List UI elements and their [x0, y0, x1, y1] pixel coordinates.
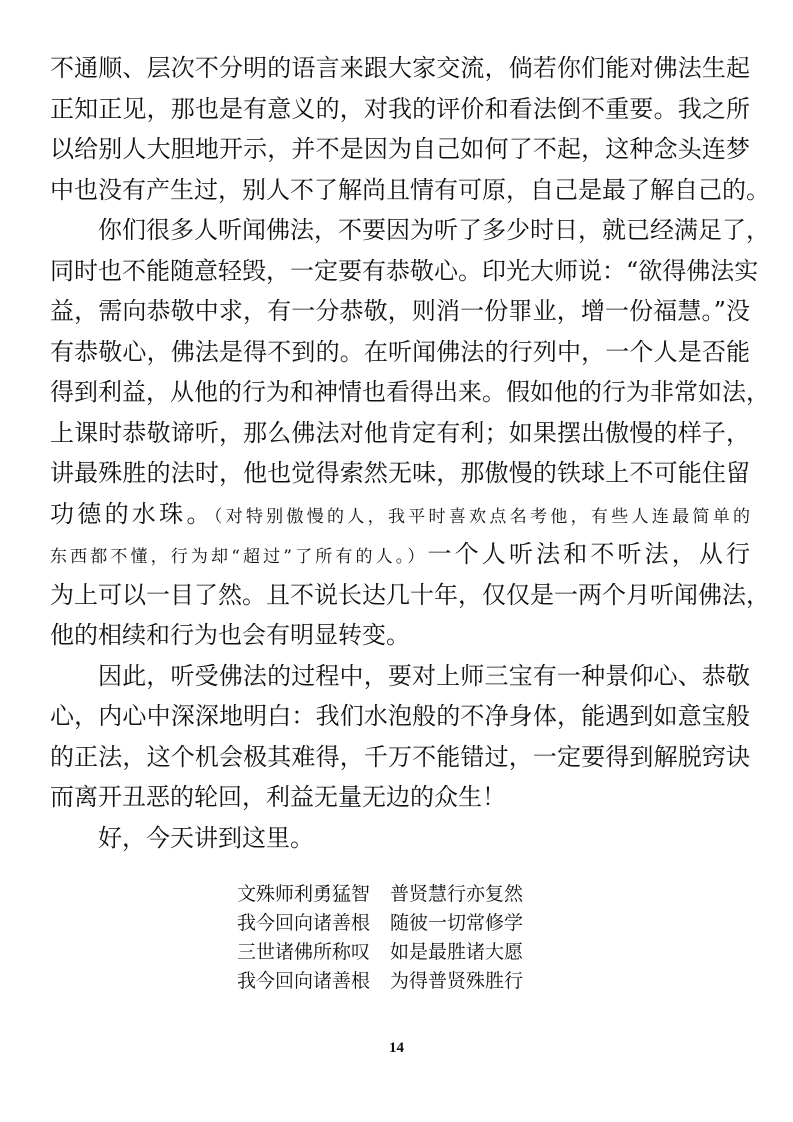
page-number: 14: [389, 1040, 404, 1056]
verse-left: 三世诸佛所称叹: [237, 941, 371, 963]
text-line: 上课时恭敬谛听，那么佛法对他肯定有利；如果摆出傲慢的样子，: [50, 418, 750, 447]
verse-right: 随彼一切常修学: [390, 912, 524, 934]
text-line: 有恭敬心，佛法是得不到的。在听闻佛法的行列中，一个人是否能: [50, 337, 750, 366]
document-body: [50, 48, 770, 858]
paragraph-start: 因此，听受佛法的过程中，要对上师三宝有一种景仰心、恭敬: [98, 661, 750, 690]
text-line: 的正法，这个机会极其难得，千万不能错过，一定要得到解脱窍诀: [50, 742, 750, 771]
text-line: 正知正见，那也是有意义的，对我的评价和看法倒不重要。我之所: [50, 94, 750, 123]
text-line: 心，内心中深深地明白：我们水泡般的不净身体，能遇到如意宝般: [50, 702, 750, 730]
text-line: 得到利益，从他的行为和神情也看得出来。假如他的行为非常如法，: [50, 378, 770, 406]
text-line: 中也没有产生过，别人不了解尚且情有可原，自己是最了解自己的。: [50, 175, 770, 204]
text-line: 他的相续和行为也会有明显转变。: [50, 621, 410, 649]
text-line-mixed: [50, 534, 750, 575]
text-line: 而离开丑恶的轮回，利益无量无边的众生！: [50, 783, 506, 811]
text-segment: 功德的水珠。: [50, 499, 214, 528]
verse-row: [237, 880, 523, 909]
verse-row: [237, 938, 523, 967]
text-line: 以给别人大胆地开示，并不是因为自己如何了不起，这种念头连梦: [50, 135, 750, 163]
verse-left: 我今回向诸善根: [237, 970, 371, 992]
verse-right: 如是最胜诸大愿: [390, 941, 524, 963]
verse-left: 我今回向诸善根: [237, 912, 371, 934]
verse-right: 为得普贤殊胜行: [390, 970, 524, 992]
text-line: 不通顺、层次不分明的语言来跟大家交流，倘若你们能对佛法生起: [50, 54, 750, 82]
verse-right: 普贤慧行亦复然: [390, 883, 524, 905]
text-segment: 一个人听法和不听法，从行: [427, 540, 751, 568]
note-segment: （对特别傲慢的人，我平时喜欢点名考他，有些人连最简单的: [213, 506, 750, 527]
text-line-mixed: [50, 494, 750, 535]
text-line: 益，需向恭敬中求，有一分恭敬，则消一份罪业，增一份福慧。”没: [50, 297, 750, 325]
verse-row: [237, 967, 523, 996]
text-line: 为上可以一目了然。且不说长达几十年，仅仅是一两个月听闻佛法，: [50, 580, 770, 609]
verse-left: 文殊师利勇猛智: [237, 883, 371, 905]
paragraph-start: 你们很多人听闻佛法，不要因为听了多少时日，就已经满足了，: [98, 216, 770, 244]
text-line: 讲最殊胜的法时，他也觉得索然无味，那傲慢的铁球上不可能住留: [50, 459, 750, 487]
verse-row: [237, 909, 523, 938]
text-line: 同时也不能随意轻毁，一定要有恭敬心。印光大师说：“欲得佛法实: [50, 256, 759, 285]
dedication-verses: [237, 880, 523, 996]
note-segment: 东西都不懂，行为却“超过”了所有的人。）: [50, 547, 428, 567]
paragraph-start: 好，今天讲到这里。: [98, 823, 314, 852]
